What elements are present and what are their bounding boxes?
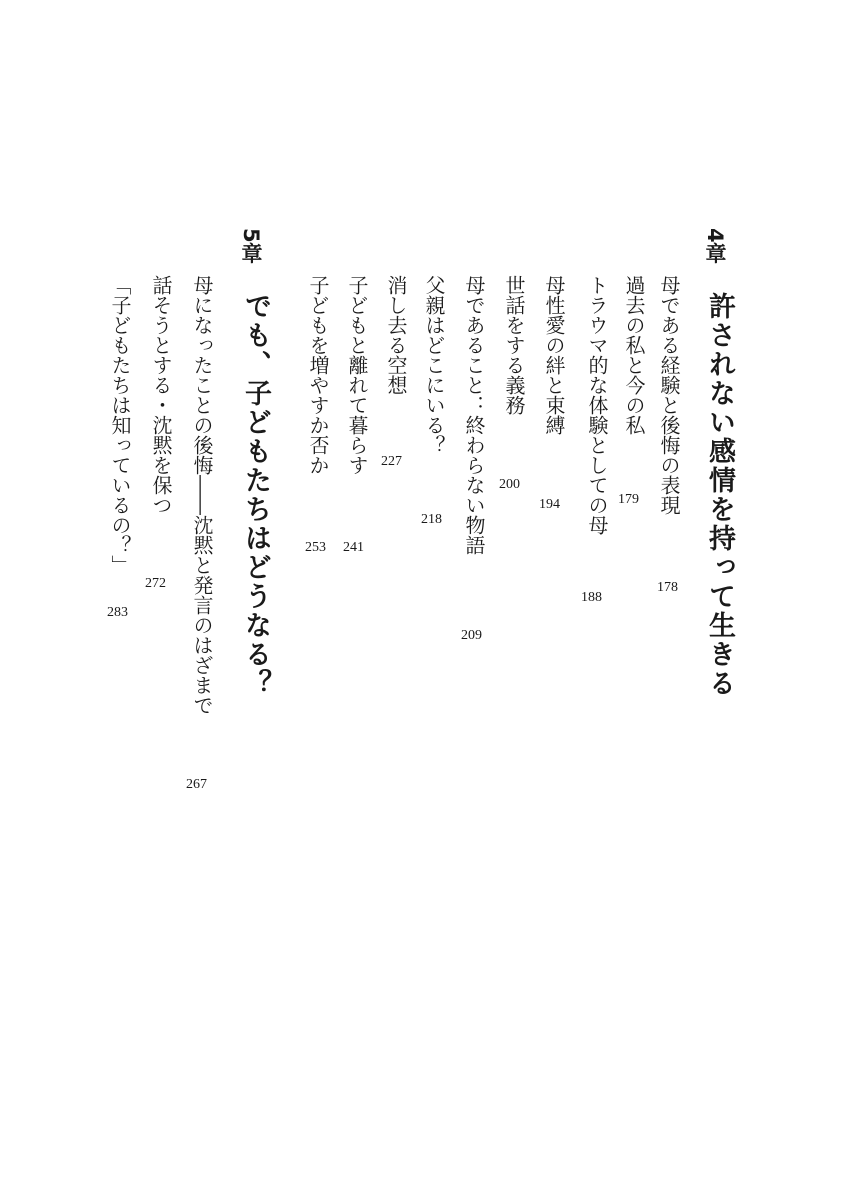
chapter-5-heading xyxy=(236,228,266,264)
toc-page-number: 253 xyxy=(305,540,326,555)
toc-page-number: 200 xyxy=(499,477,520,492)
toc-page-number: 178 xyxy=(657,580,678,595)
toc-page-number: 218 xyxy=(421,512,442,527)
toc-page-number: 283 xyxy=(107,605,128,620)
chapter-4-number: 4章 xyxy=(703,228,727,264)
toc-entry[interactable]: 母であること：終わらない物語 xyxy=(462,275,486,555)
toc-page-number: 267 xyxy=(186,777,207,792)
toc-page-number: 194 xyxy=(539,497,560,512)
chapter-4-heading xyxy=(700,228,730,264)
toc-entry[interactable]: 子どもと離れて暮らす xyxy=(345,275,369,475)
toc-entry[interactable]: 母性愛の絆と束縛 xyxy=(542,275,566,435)
toc-entry[interactable]: 母になったことの後悔――沈黙と発言のはざまで xyxy=(190,275,214,715)
toc-entry[interactable]: 消し去る空想 xyxy=(384,275,408,395)
toc-entry[interactable]: 世話をする義務 xyxy=(502,275,526,415)
toc-entry[interactable]: トラウマ的な体験としての母 xyxy=(585,275,609,535)
chapter-5-number: 5章 xyxy=(239,228,263,264)
toc-page-number: 179 xyxy=(618,492,639,507)
toc-page-number: 209 xyxy=(461,628,482,643)
toc-entry[interactable]: 「子どもたちは知っているの？」 xyxy=(108,275,132,575)
toc-page-number: 227 xyxy=(381,454,402,469)
toc-entry[interactable]: 父親はどこにいる？ xyxy=(422,275,446,455)
toc-entry[interactable]: 子どもを増やすか否か xyxy=(306,275,330,475)
toc-entry[interactable]: 話そうとする・沈黙を保つ xyxy=(149,275,173,515)
chapter-5-title: でも、子どもたちはどうなる？ xyxy=(240,292,271,698)
toc-page-number: 241 xyxy=(343,540,364,555)
toc-entry[interactable]: 過去の私と今の私 xyxy=(622,275,646,435)
toc-page-number: 272 xyxy=(145,576,166,591)
toc-page-number: 188 xyxy=(581,590,602,605)
toc-entry[interactable]: 母である経験と後悔の表現 xyxy=(657,275,681,515)
chapter-4-title: 許されない感情を持って生きる xyxy=(704,292,735,698)
